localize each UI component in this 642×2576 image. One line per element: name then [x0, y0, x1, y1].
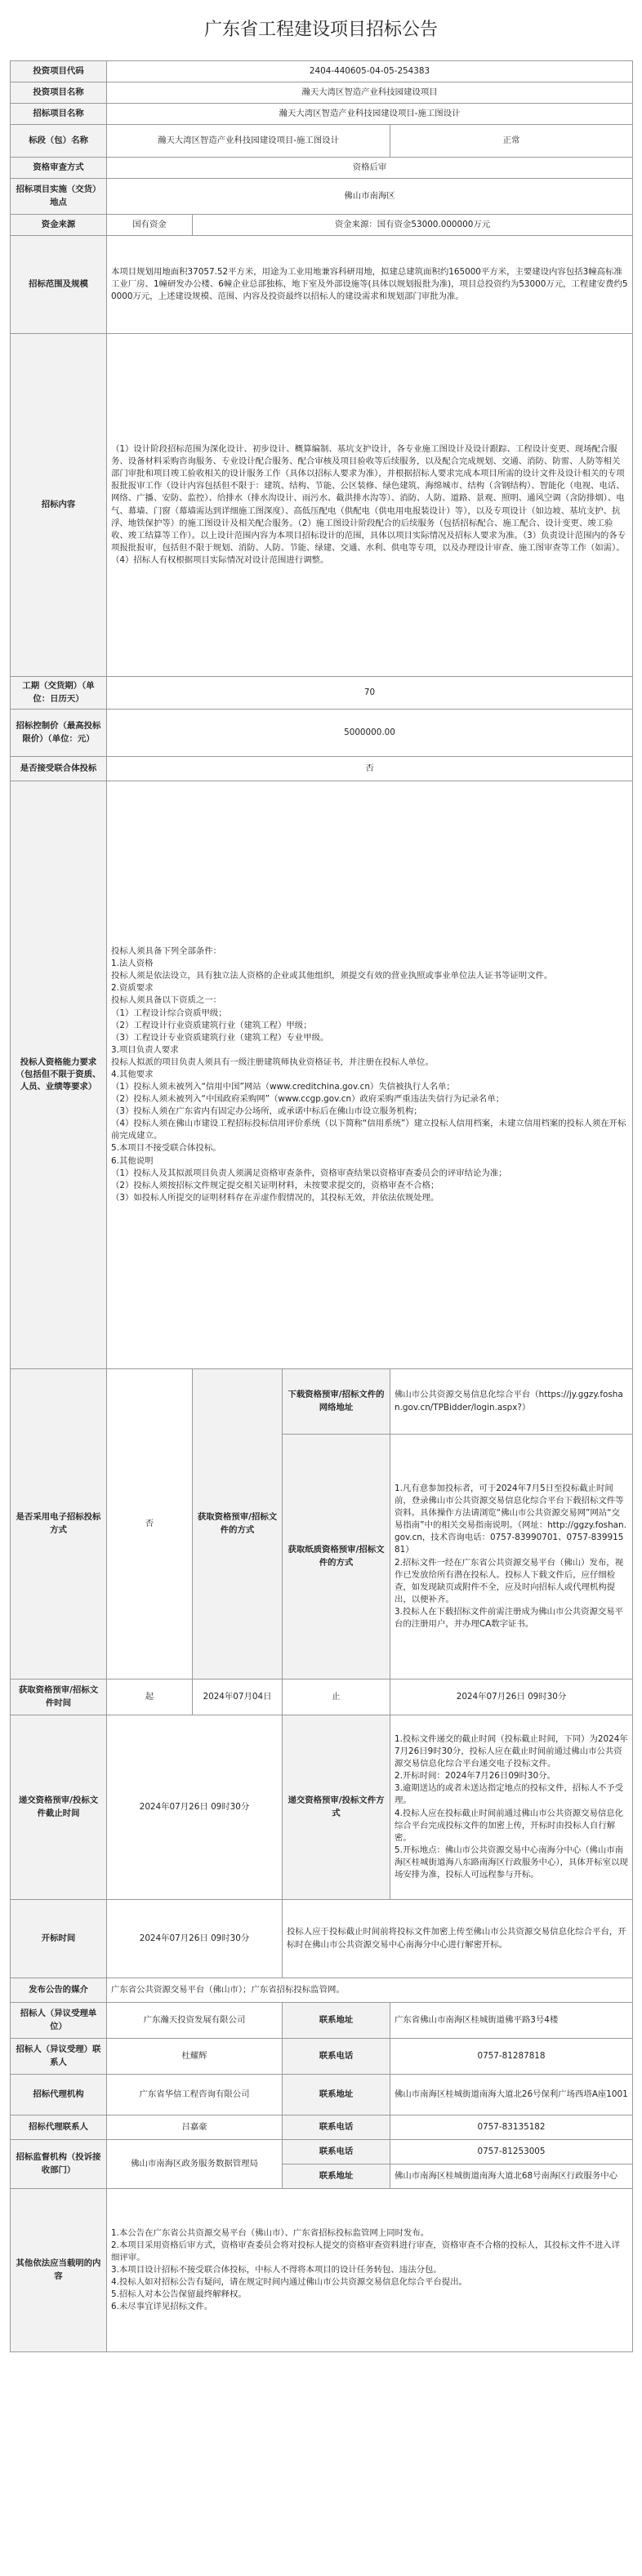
tenderer: 广东瀚天投资发展有限公司 [107, 2003, 283, 2039]
tenderer-contact: 杜耀辉 [107, 2039, 283, 2075]
ceiling: 5000000.00 [107, 710, 633, 757]
section-status: 正常 [390, 125, 633, 158]
open-time-label: 开标时间 [11, 1900, 107, 1978]
agency-phone: 0757-83135182 [390, 2116, 633, 2140]
tenderer-address: 广东省佛山市南海区桂城街道佛平路3号4楼 [390, 2003, 633, 2039]
agency-address-label: 联系地址 [283, 2075, 390, 2116]
open-place: 投标人应于投标截止时间前将投标文件加密上传至佛山市公共资源交易信息化综合平台，开标时在佛山市公共资源交易中心南海分中心进行解密开标。 [283, 1900, 633, 1978]
tender-name: 瀚天大湾区智造产业科技园建设项目-施工图设计 [107, 104, 633, 125]
tenderer-contact-label: 招标人（异议受理）联系人 [11, 2039, 107, 2075]
page-title: 广东省工程建设项目招标公告 [203, 20, 438, 40]
qual-method-label: 资格审查方式 [11, 158, 107, 179]
content-label: 招标内容 [11, 334, 107, 677]
requirements-text: 投标人须具备下列全部条件： 1.法人资格 投标人须是依法设立，具有独立法人资格的企业或其他组织，须提交有效的营业执照或事业单位法人证书等证明文件。 2.资质要求 投标人须具备以下资质之一： （1）工程设计综合资质甲级； （2）工程设计行业资质建筑行业（建筑工程）甲级； （3）工程设计专业资质建筑行业（建筑工程）专业甲级。 3.项目负责人要求 投标人拟派的项目负责人须具有一级注册建筑师执业资格证书，并注册在投标人单位。 4.其他要求 （1）投标人须未被列入“信用中国”网站（www.creditchina.gov.cn）失信被执行人名单； （2）投标人须未被列入“中国政府采购网”（www.ccgp.gov.cn）政府采购严重违法失信行为记录名单； （3）投标人须在广东省内有固定办公场所，或承诺中标后在佛山市设立服务机构； （4）投标人须在佛山市建设工程招标投标信用评价系统（以下简称“信用系统”）建立投标人信用档案，未建立信用档案的投标人须在开标前完成建立。 5.本项目不接受联合体投标。 6.其他说明 （1）投标人及其拟派项目负责人须满足资格审查条件，资格审查结果以资格审查委员会的评审结论为准； （2）投标人须按招标文件规定提交相关证明材料，未按要求提交的，资格审查不合格； （3）如投标人所提交的证明材料存在弄虚作假情况的，其投标无效，并依法依规处理。 [107, 781, 633, 1369]
duration-label: 工期（交货期）（单位：日历天） [11, 677, 107, 710]
obtain-from: 2024年07月04日 [193, 1680, 283, 1715]
section-name: 瀚天大湾区智造产业科技园建设项目-施工图设计 [107, 125, 390, 158]
agency: 广东省华信工程咨询有限公司 [107, 2075, 283, 2116]
media: 广东省公共资源交易平台（佛山市）；广东省招标投标监管网。 [107, 1978, 633, 2003]
paper-method: 1.凡有意参加投标者，可于2024年7月5日至投标截止时间前，登录佛山市公共资源交易信息化综合平台下载招标文件等资料。具体操作方法请浏览“佛山市公共资源交易网”网站“交易指南”中的相关交易指南说明。（网址：http://ggzy.foshan.gov.cn，技术咨询电话：0757-83990701、0757-83991581） 2.招标文件一经在广东省公共资源交易平台（佛山）发布，视作已发放给所有潜在投标人。投标人下载文件后，应仔细检查，如发现缺页或附件不全，应及时向招标人或代理机构提出，以便补齐。 3.投标人在下载招标文件前需注册成为佛山市公共资源交易平台的注册用户，并办理CA数字证书。 [390, 1435, 633, 1680]
supervisor-label: 招标监督机构（投诉接收部门） [11, 2140, 107, 2189]
obtain-to-label: 止 [283, 1680, 390, 1715]
project-name: 瀚天大湾区智造产业科技园建设项目 [107, 82, 633, 104]
online: 否 [107, 1369, 193, 1680]
online-label: 是否采用电子招标投标方式 [11, 1369, 107, 1680]
obtain-method-label: 获取资格预审/招标文件的方式 [193, 1369, 283, 1680]
tenderer-phone: 0757-81287818 [390, 2039, 633, 2075]
tenderer-address-label: 联系地址 [283, 2003, 390, 2039]
deadline: 2024年07月26日 09时30分 [107, 1715, 283, 1900]
requirements-label: 投标人资格能力要求（包括但不限于资质、人员、业绩等要求） [11, 781, 107, 1369]
download-addr: 佛山市公共资源交易信息化综合平台（https://jy.ggzy.foshan.gov.cn/TPBidder/login.aspx?） [390, 1369, 633, 1435]
scope-text: 本项目规划用地面积37057.52平方米，用途为工业用地兼容科研用地，拟建总建筑面积约165000平方米，主要建设内容包括3幢高标准工业厂房、1幢研发办公楼、6幢企业总部独栋，地下室及外部设施等(具体以规划报批为准)，项目总投资约为53000万元，工程建安费约50000万元，上述建设规模、范围、内容及投资最终以招标人的建设需求和规划部门审批为准。 [107, 236, 633, 334]
obtain-to: 2024年07月26日 09时30分 [390, 1680, 633, 1715]
qual-method: 资格后审 [107, 158, 633, 179]
deadline-label: 递交资格预审/投标文件截止时间 [11, 1715, 107, 1900]
agency-address: 佛山市南海区桂城街道南海大道北26号保利广场西塔A座1001 [390, 2075, 633, 2116]
tenderer-phone-label: 联系电话 [283, 2039, 390, 2075]
open-time: 2024年07月26日 09时30分 [107, 1900, 283, 1978]
fund-amount: 资金来源：国有资金53000.000000万元 [193, 215, 633, 236]
other-text: 1.本公告在广东省公共资源交易平台（佛山市）、广东省招标投标监管网上同时发布。 2.本项目采用资格后审方式，资格审查委员会将对投标人提交的资格审查资料进行审查，资格审查不合格的投标人，其投标文件不进入详细评审。 3.本项目设计招标不接受联合体投标，中标人不得将本项目的设计任务转包、违法分包。 4.投标人如对招标公告有疑问，请在规定时间内通过佛山市公共资源交易信息化综合平台提出。 5.招标人对本公告保留最终解释权。 6.未尽事宜详见招标文件。 [107, 2189, 633, 2352]
submit-method-label: 递交资格预审/投标文件方式 [283, 1715, 390, 1900]
tender-name-label: 招标项目名称 [11, 104, 107, 125]
code-label: 投资项目代码 [11, 61, 107, 82]
content-text: （1）设计阶段招标范围为深化设计、初步设计、概算编制、基坑支护设计，各专业施工图设计及设计跟踪、工程设计变更、现场配合服务、设备材料采购咨询服务、专业设计配合服务、配合审核及项目验收等后续服务，以及配合完成规划、交通、消防、防雷、人防等相关部门审批和项目竣工验收相关的设计服务工作（具体以招标人要求为准），并根据招标人要求完成本项目所需的设计文件及设计相关的专项报批报审工作（设计内容包括但不限于：建筑、结构、节能、公区装修、绿色建筑、海绵城市、结构（含钢结构）、智能化（电视、电话、网络、广播、安防、监控）、给排水（排水沟设计、雨污水、截洪排水沟等）、消防、人防、道路、景观、照明、通风空调（含防排烟）、电气、幕墙、门窗（幕墙需达到详细施工图深度）、高低压配电（供配电（供电用电报装设计）等），以及专项设计（如边坡、基坑支护、抗浮、地铁保护等）的施工图设计及相关配合服务。（2）施工图设计阶段配合的后续服务（包括招标配合、施工配合、设计变更、竣工验收、竣工结算等工作）。以上设计范围内容为本项目招标设计的范围，具体以项目实际情况及招标人要求为准。（3）负责设计范围内的各专项报批报审，包括但不限于规划、消防、人防、节能、绿建、交通、水利、供电等专项，以及办理设计审查、施工图审查等工作（如需）。（4）招标人有权根据项目实际情况对设计范围进行调整。 [107, 334, 633, 677]
announcement-table [10, 60, 633, 2352]
supervisor-phone-label: 联系电话 [283, 2140, 390, 2164]
agency-phone-label: 联系电话 [283, 2116, 390, 2140]
fund-source: 国有资金 [107, 215, 193, 236]
supervisor: 佛山市南海区政务服务数据管理局 [107, 2140, 283, 2189]
obtain-from-label: 起 [107, 1680, 193, 1715]
supervisor-phone: 0757-81253005 [390, 2140, 633, 2164]
duration: 70 [107, 677, 633, 710]
submit-method: 1.投标文件递交的截止时间（投标截止时间，下同）为2024年7月26日9时30分，投标人应在截止时间前通过佛山市公共资源交易信息化综合平台递交电子投标文件。 2.开标时间：2024年7月26日09时30分。 3.逾期送达的或者未送达指定地点的投标文件，招标人不予受理。 4.投标人应在投标截止时间前通过佛山市公共资源交易信息化综合平台完成投标文件的加密上传，开标时由投标人自行解密。 5.开标地点：佛山市公共资源交易中心南海分中心（佛山市南海区桂城街道海八东路南海区行政服务中心），具体开标室以现场安排为准，投标人可远程参与开标。 [390, 1715, 633, 1900]
supervisor-address-label: 联系地址 [283, 2164, 390, 2189]
project-code: 2404-440605-04-05-254383 [107, 61, 633, 82]
section-label: 标段（包）名称 [11, 125, 107, 158]
agency-label: 招标代理机构 [11, 2075, 107, 2116]
joint: 否 [107, 757, 633, 781]
scope-label: 招标范围及规模 [11, 236, 107, 334]
supervisor-address: 佛山市南海区桂城街道南海大道北68号南海区行政服务中心 [390, 2164, 633, 2189]
media-label: 发布公告的媒介 [11, 1978, 107, 2003]
ceiling-label: 招标控制价（最高投标限价）（单位：元） [11, 710, 107, 757]
location: 佛山市南海区 [107, 179, 633, 215]
fund-source-label: 资金来源 [11, 215, 107, 236]
download-addr-label: 下载资格预审/招标文件的网络地址 [283, 1369, 390, 1435]
location-label: 招标项目实施（交货）地点 [11, 179, 107, 215]
paper-method-label: 获取纸质资格预审/招标文件的方式 [283, 1435, 390, 1680]
tenderer-label: 招标人（异议受理单位） [11, 2003, 107, 2039]
project-name-label: 投资项目名称 [11, 82, 107, 104]
obtain-time-label: 获取资格预审/招标文件时间 [11, 1680, 107, 1715]
other-label: 其他依法应当载明的内容 [11, 2189, 107, 2352]
agency-contact: 吕嘉豪 [107, 2116, 283, 2140]
agency-contact-label: 招标代理联系人 [11, 2116, 107, 2140]
joint-label: 是否接受联合体投标 [11, 757, 107, 781]
